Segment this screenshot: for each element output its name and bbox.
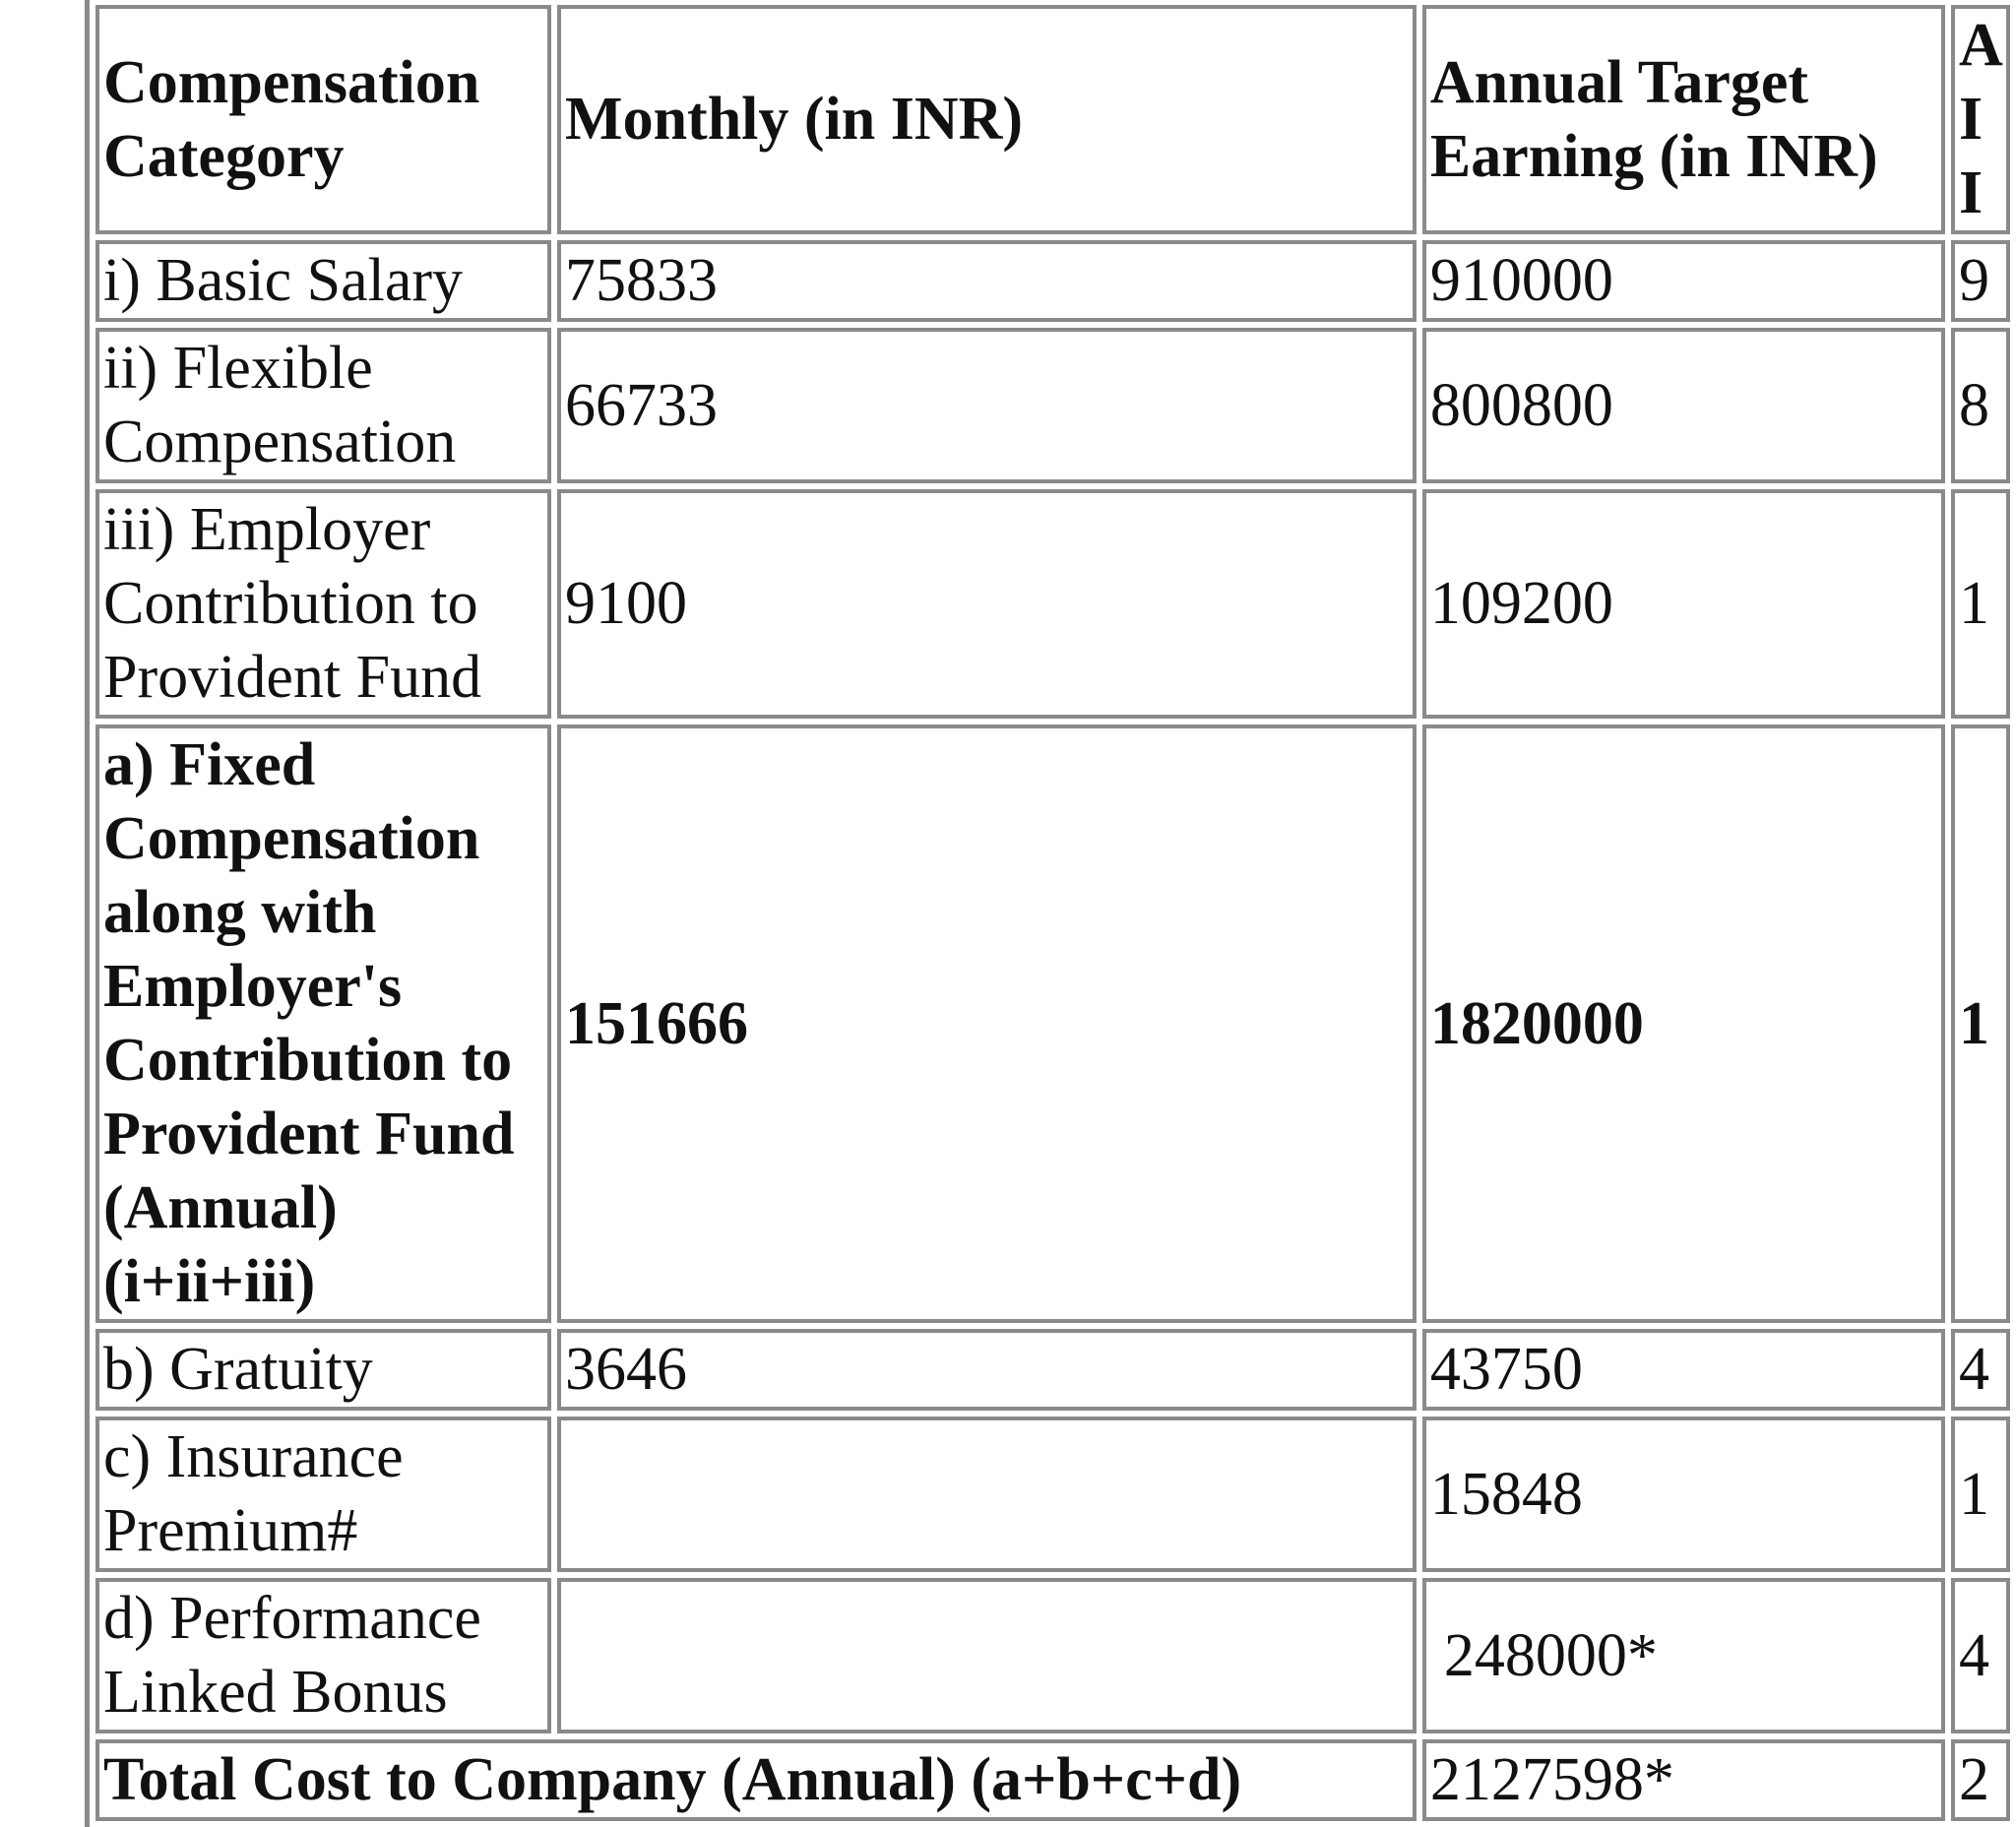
row-monthly	[557, 1578, 1417, 1733]
row-annual: 109200	[1422, 489, 1945, 719]
table-row	[95, 1578, 2010, 1733]
row-annual: 15848	[1422, 1417, 1945, 1572]
row-category: b) Gratuity	[95, 1329, 551, 1411]
table-row	[95, 240, 2010, 322]
row-next: 4	[1951, 1578, 2010, 1733]
table-row	[95, 1329, 2010, 1411]
row-category: i) Basic Salary	[95, 240, 551, 322]
row-annual: 43750	[1422, 1329, 1945, 1411]
row-next: 9	[1951, 240, 2010, 322]
row-monthly: 75833	[557, 240, 1417, 322]
total-label: Total Cost to Company (Annual) (a+b+c+d)	[95, 1739, 1417, 1821]
row-monthly: 3646	[557, 1329, 1417, 1411]
table-row	[95, 328, 2010, 483]
row-next: 8	[1951, 328, 2010, 483]
row-category: a) Fixed Compensation along with Employer's Contribution to Provident Fund (Annual) (i+ii+iii)	[95, 724, 551, 1323]
row-category: d) Performance Linked Bonus	[95, 1578, 551, 1733]
row-annual: 1820000	[1422, 724, 1945, 1323]
row-monthly: 66733	[557, 328, 1417, 483]
header-monthly: Monthly (in INR)	[557, 5, 1417, 234]
header-compensation-category: Compensation Category	[95, 5, 551, 234]
row-next: 1	[1951, 724, 2010, 1323]
total-annual: 2127598*	[1422, 1739, 1945, 1821]
row-monthly: 151666	[557, 724, 1417, 1323]
row-annual: 248000*	[1422, 1578, 1945, 1733]
row-category: ii) Flexible Compensation	[95, 328, 551, 483]
compensation-table	[85, 0, 2016, 1827]
row-next: 4	[1951, 1329, 2010, 1411]
row-monthly	[557, 1417, 1417, 1572]
table-row-fixed-compensation	[95, 724, 2010, 1323]
row-category: c) Insurance Premium#	[95, 1417, 551, 1572]
row-category: iii) Employer Contribution to Provident Fund	[95, 489, 551, 719]
row-annual: 800800	[1422, 328, 1945, 483]
header-annual-target: Annual Target Earning (in INR)	[1422, 5, 1945, 234]
row-next: 1	[1951, 1417, 2010, 1572]
table-row	[95, 489, 2010, 719]
table-header-row	[95, 5, 2010, 234]
table-row	[95, 1417, 2010, 1572]
header-next-column: A I I	[1951, 5, 2010, 234]
compensation-table-wrapper	[85, 0, 2016, 1827]
table-total-row	[95, 1739, 2010, 1821]
row-monthly: 9100	[557, 489, 1417, 719]
row-annual: 910000	[1422, 240, 1945, 322]
total-next: 2	[1951, 1739, 2010, 1821]
row-next: 1	[1951, 489, 2010, 719]
